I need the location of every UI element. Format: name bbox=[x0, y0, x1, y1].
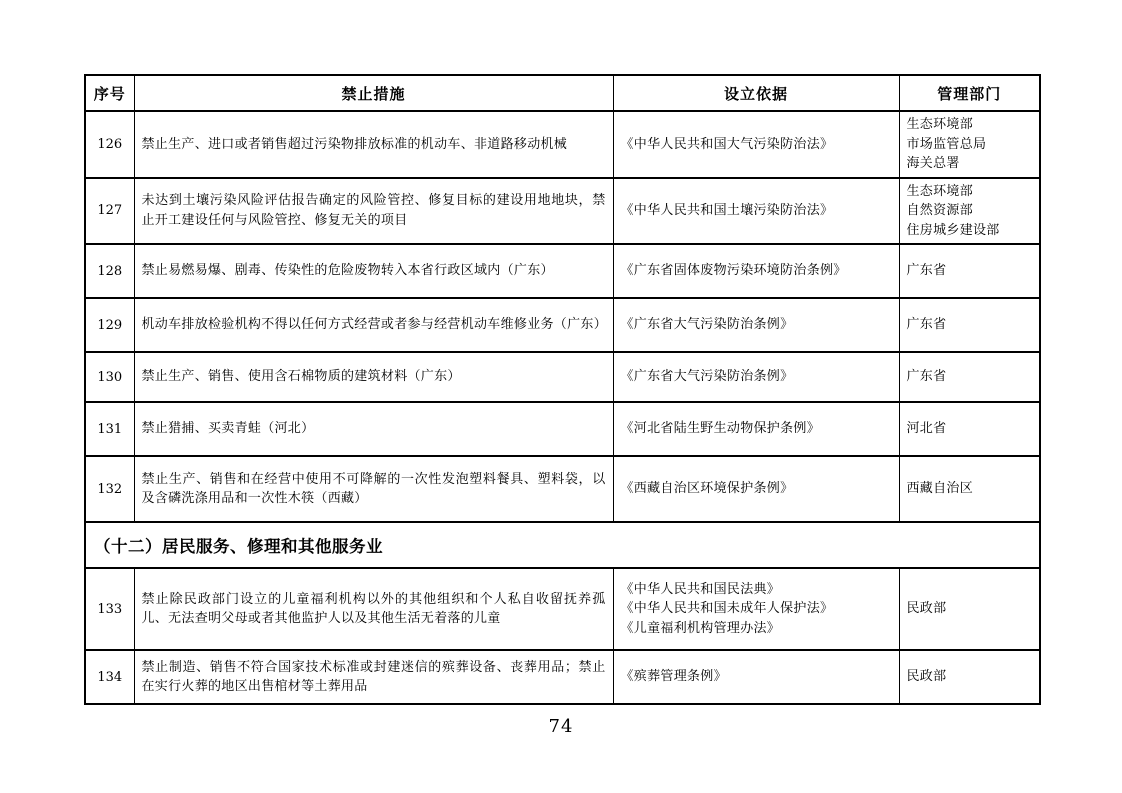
row-id: 133 bbox=[85, 568, 134, 650]
table-row bbox=[85, 244, 1040, 298]
department-line: 广东省 bbox=[906, 263, 947, 279]
row-department bbox=[899, 111, 1040, 178]
table-header-row bbox=[85, 75, 1040, 111]
table-row bbox=[85, 178, 1040, 245]
row-basis bbox=[613, 298, 899, 352]
row-basis bbox=[613, 244, 899, 298]
row-basis bbox=[613, 456, 899, 522]
basis-line: 《西藏自治区环境保护条例》 bbox=[620, 481, 794, 497]
table-row bbox=[85, 298, 1040, 352]
basis-line: 《广东省大气污染防治条例》 bbox=[620, 369, 794, 385]
row-department bbox=[899, 352, 1040, 402]
table-row bbox=[85, 650, 1040, 704]
row-id: 130 bbox=[85, 352, 134, 402]
row-department bbox=[899, 402, 1040, 456]
department-line: 自然资源部 bbox=[906, 203, 974, 218]
basis-line: 《中华人民共和国未成年人保护法》 bbox=[620, 601, 834, 617]
header-managing-department: 管理部门 bbox=[899, 75, 1040, 111]
header-serial-number: 序号 bbox=[85, 75, 134, 111]
basis-line: 《广东省大气污染防治条例》 bbox=[620, 317, 794, 333]
department-line: 广东省 bbox=[906, 369, 947, 385]
department-line: 生态环境部 bbox=[906, 117, 974, 132]
row-measure: 禁止生产、进口或者销售超过污染物排放标准的机动车、非道路移动机械 bbox=[134, 111, 613, 178]
row-department bbox=[899, 456, 1040, 522]
table-row bbox=[85, 568, 1040, 650]
department-line: 生态环境部 bbox=[906, 183, 974, 199]
row-id: 129 bbox=[85, 298, 134, 352]
department-line: 河北省 bbox=[906, 421, 947, 437]
department-line: 广东省 bbox=[906, 317, 947, 333]
department-line: 民政部 bbox=[906, 601, 947, 617]
table-row bbox=[85, 352, 1040, 402]
row-id: 131 bbox=[85, 402, 134, 456]
row-department bbox=[899, 650, 1040, 704]
row-basis bbox=[613, 111, 899, 178]
row-department bbox=[899, 298, 1040, 352]
page-number: 74 bbox=[548, 716, 574, 737]
row-id: 132 bbox=[85, 456, 134, 522]
row-id: 127 bbox=[85, 178, 134, 245]
row-measure: 未达到土壤污染风险评估报告确定的风险管控、修复目标的建设用地地块，禁止开工建设任何与风险管控、修复无关的项目 bbox=[134, 178, 613, 245]
row-measure: 禁止除民政部门设立的儿童福利机构以外的其他组织和个人私自收留抚养孤儿、无法查明父母或者其他监护人以及其他生活无着落的儿童 bbox=[134, 568, 613, 650]
table-row bbox=[85, 456, 1040, 522]
department-line: 民政部 bbox=[906, 669, 947, 685]
row-department bbox=[899, 568, 1040, 650]
basis-line: 《中华人民共和国土壤污染防治法》 bbox=[620, 203, 834, 218]
header-legal-basis: 设立依据 bbox=[613, 75, 899, 111]
section-heading: （十二）居民服务、修理和其他服务业 bbox=[85, 522, 1040, 568]
row-id: 134 bbox=[85, 650, 134, 704]
row-id: 128 bbox=[85, 244, 134, 298]
row-measure: 禁止制造、销售不符合国家技术标准或封建迷信的殡葬设备、丧葬用品；禁止在实行火葬的地区出售棺材等土葬用品 bbox=[134, 650, 613, 704]
row-department bbox=[899, 244, 1040, 298]
table-row bbox=[85, 111, 1040, 178]
row-measure: 禁止生产、销售和在经营中使用不可降解的一次性发泡塑料餐具、塑料袋，以及含磷洗涤用品和一次性木筷（西藏） bbox=[134, 456, 613, 522]
row-id: 126 bbox=[85, 111, 134, 178]
basis-line: 《广东省固体废物污染环境防治条例》 bbox=[620, 263, 847, 279]
header-prohibited-measure: 禁止措施 bbox=[134, 75, 613, 111]
prohibition-table bbox=[84, 74, 1041, 705]
row-measure: 禁止生产、销售、使用含石棉物质的建筑材料（广东） bbox=[134, 352, 613, 402]
row-basis bbox=[613, 178, 899, 245]
row-basis bbox=[613, 402, 899, 456]
row-department bbox=[899, 178, 1040, 245]
department-line: 海关总署 bbox=[906, 156, 960, 171]
basis-line: 《河北省陆生野生动物保护条例》 bbox=[620, 421, 821, 437]
row-measure: 机动车排放检验机构不得以任何方式经营或者参与经营机动车维修业务（广东） bbox=[134, 298, 613, 352]
department-line: 住房城乡建设部 bbox=[906, 222, 1000, 238]
basis-line: 《中华人民共和国大气污染防治法》 bbox=[620, 136, 834, 152]
table-row bbox=[85, 402, 1040, 456]
row-basis bbox=[613, 650, 899, 704]
row-measure: 禁止猎捕、买卖青蛙（河北） bbox=[134, 402, 613, 456]
row-measure: 禁止易燃易爆、剧毒、传染性的危险废物转入本省行政区域内（广东） bbox=[134, 244, 613, 298]
basis-line: 《殡葬管理条例》 bbox=[620, 669, 727, 685]
basis-line: 《中华人民共和国民法典》 bbox=[620, 581, 781, 597]
row-basis bbox=[613, 352, 899, 402]
row-basis bbox=[613, 568, 899, 650]
department-line: 市场监管总局 bbox=[906, 136, 987, 152]
section-heading-row bbox=[85, 522, 1040, 568]
basis-line: 《儿童福利机构管理办法》 bbox=[620, 620, 781, 636]
department-line: 西藏自治区 bbox=[906, 481, 974, 497]
